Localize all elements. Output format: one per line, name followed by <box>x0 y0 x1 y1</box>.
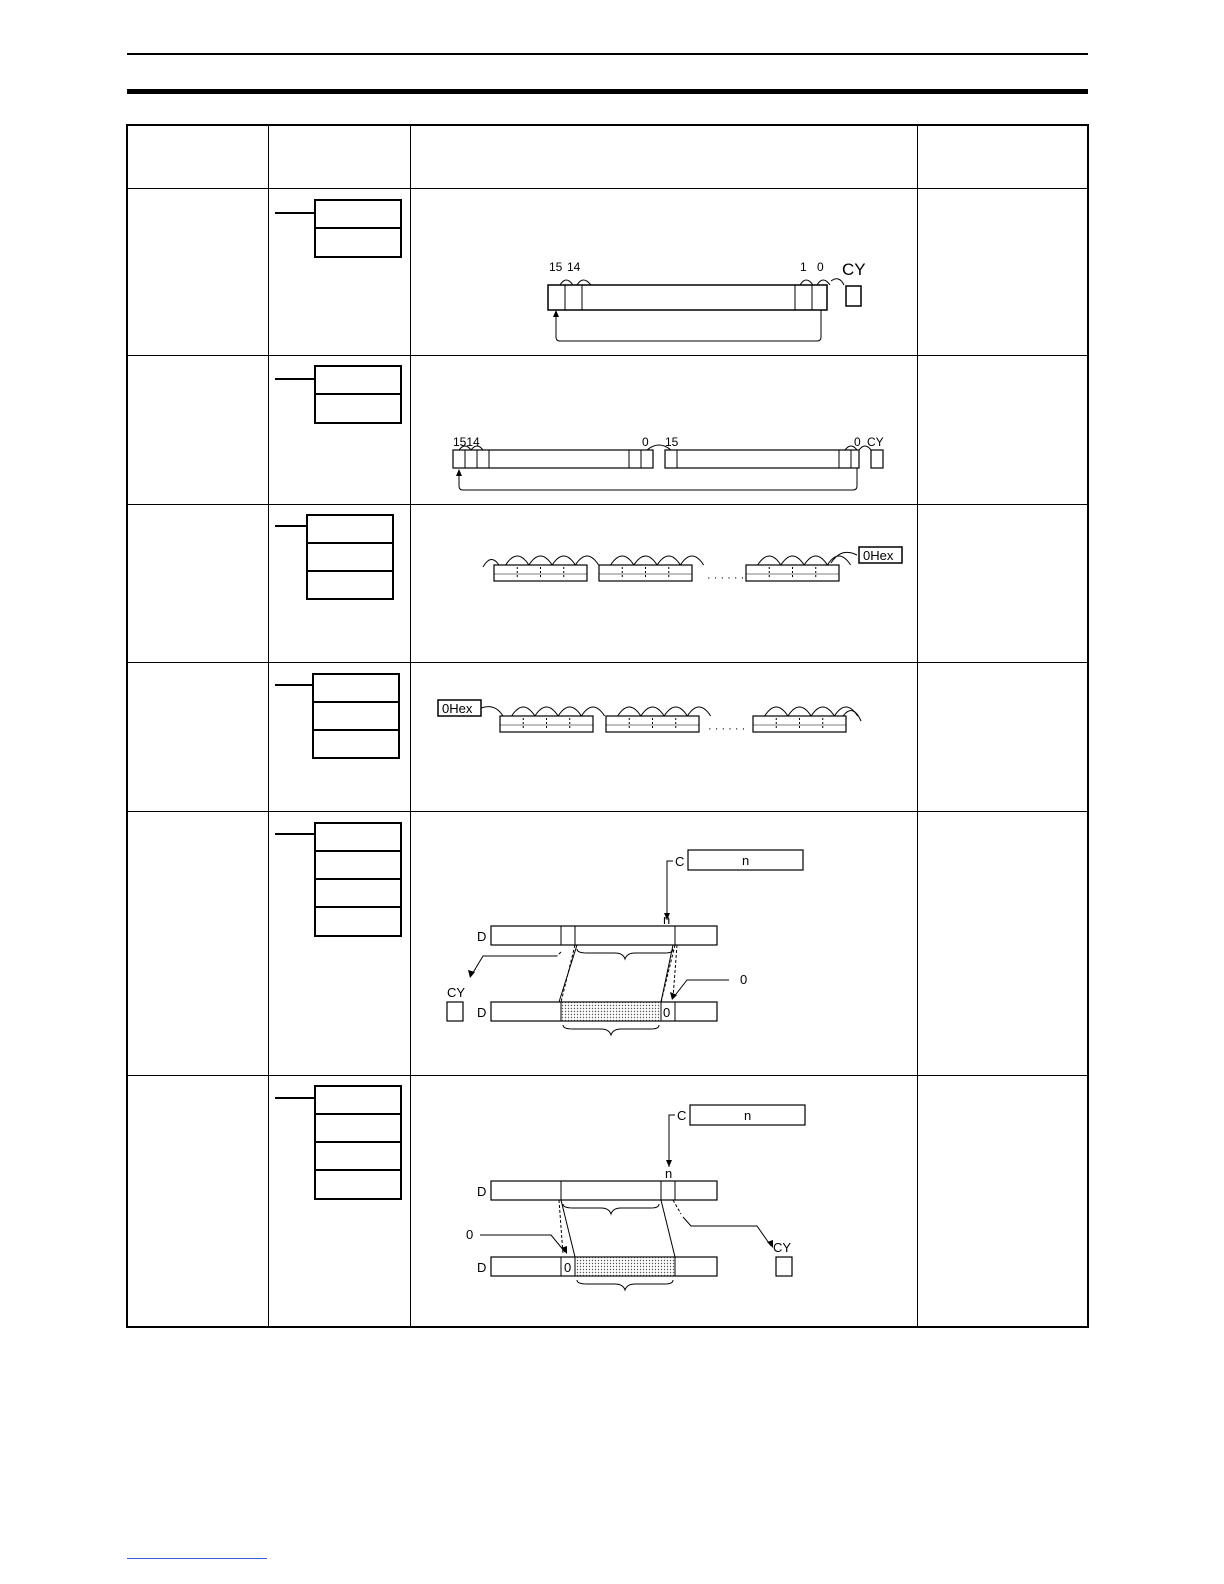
zero-hex-label: 0Hex <box>863 547 894 563</box>
control-label: C <box>675 853 685 869</box>
rotate-double-diagram <box>411 356 917 504</box>
bit-label-15: 15 <box>549 259 563 274</box>
ladder-symbol <box>269 663 411 811</box>
zero-hex-label: 0Hex <box>442 700 473 716</box>
zero-bit: 0 <box>663 1004 671 1020</box>
table-header-row <box>127 125 1088 188</box>
notes-cell <box>918 662 1088 811</box>
shift-n-left-diagram <box>411 812 917 1075</box>
header-cell-instruction <box>127 125 268 188</box>
carry-label: CY <box>773 1239 792 1255</box>
function-diagram-cell <box>411 188 918 355</box>
header-cell-symbol <box>268 125 410 188</box>
output-arc <box>483 559 499 567</box>
result-word-label: D <box>477 1004 487 1020</box>
table-row <box>127 504 1088 662</box>
instruction-name-cell <box>127 504 268 662</box>
shift-arc <box>634 556 657 565</box>
function-diagram-cell <box>411 1075 918 1327</box>
ladder-symbol <box>269 505 411 662</box>
carry-flag-box <box>871 450 883 468</box>
shift-arc <box>781 556 804 565</box>
notes-cell <box>918 355 1088 504</box>
table-row <box>127 811 1088 1075</box>
instruction-name-cell <box>127 662 268 811</box>
n-marker: n <box>665 1165 673 1181</box>
digit-shift-left-diagram <box>411 505 917 662</box>
shift-arc <box>581 707 604 716</box>
shift-arc <box>529 556 552 565</box>
ladder-symbol-cell <box>268 811 410 1075</box>
source-word-label: D <box>477 1183 487 1199</box>
ellipsis-dots: · · · · · · <box>708 722 746 735</box>
source-word <box>491 1181 717 1200</box>
instruction-name-cell <box>127 811 268 1075</box>
shift-arc <box>687 707 710 716</box>
shift-arc <box>558 707 581 716</box>
zero-bit: 0 <box>564 1259 572 1275</box>
source-word-label: D <box>477 928 487 944</box>
bit-label-14: 14 <box>567 259 581 274</box>
n-value: n <box>744 1107 752 1123</box>
table-row <box>127 662 1088 811</box>
table-row <box>127 355 1088 504</box>
function-diagram-cell <box>411 504 918 662</box>
notes-cell <box>918 811 1088 1075</box>
shift-arc <box>552 556 575 565</box>
shift-arc <box>680 556 703 565</box>
header-rule-thick <box>127 89 1088 94</box>
bit-label-15-low: 15 <box>665 434 679 449</box>
function-diagram-cell <box>411 355 918 504</box>
control-label: C <box>677 1107 687 1123</box>
carry-label: CY <box>842 259 866 279</box>
shift-arc <box>804 556 827 565</box>
table-row <box>127 1075 1088 1327</box>
instruction-table <box>126 124 1089 1328</box>
instruction-name-cell <box>127 188 268 355</box>
shift-arc <box>641 707 664 716</box>
rotate-right-diagram <box>411 189 917 355</box>
ladder-symbol <box>269 1076 411 1326</box>
bit-label-0-high: 0 <box>642 434 649 449</box>
bit-label-0: 0 <box>817 259 824 274</box>
shift-arc <box>788 707 811 716</box>
zero-input-label: 0 <box>466 1226 474 1242</box>
shift-arc <box>664 707 687 716</box>
shift-arc <box>765 707 788 716</box>
shift-n-right-diagram <box>411 1076 917 1326</box>
shift-arc <box>506 556 529 565</box>
ladder-symbol <box>269 189 411 355</box>
function-diagram-cell <box>411 662 918 811</box>
carry-flag-box <box>846 286 861 306</box>
carry-label: CY <box>867 434 884 449</box>
header-cell-location <box>918 125 1088 188</box>
ladder-symbol-cell <box>268 504 410 662</box>
carry-flag-box <box>447 1002 463 1021</box>
ladder-symbol-cell <box>268 355 410 504</box>
carry-flag-box <box>776 1257 792 1276</box>
table-row <box>127 188 1088 355</box>
ellipsis-dots: · · · · · · <box>707 571 745 584</box>
shift-arc <box>512 707 535 716</box>
result-word-label: D <box>477 1259 487 1275</box>
input-arc <box>481 706 503 715</box>
notes-cell <box>918 504 1088 662</box>
shift-arc <box>611 556 634 565</box>
carry-label: CY <box>447 984 466 1000</box>
footer-link-rule <box>127 1558 267 1559</box>
bit-label-1514: 1514 <box>453 434 480 449</box>
n-value: n <box>742 852 750 868</box>
shift-arc <box>811 707 834 716</box>
ladder-symbol <box>269 812 411 1075</box>
ladder-symbol-cell <box>268 662 410 811</box>
bit-label-0-low: 0 <box>854 434 861 449</box>
shift-arc <box>827 556 850 565</box>
shift-arc <box>575 556 598 565</box>
zero-input-label: 0 <box>740 971 748 987</box>
notes-cell <box>918 188 1088 355</box>
ladder-symbol <box>269 356 411 504</box>
n-marker: n <box>663 911 671 927</box>
ladder-symbol-cell <box>268 1075 410 1327</box>
shift-arc <box>758 556 781 565</box>
shift-arc <box>618 707 641 716</box>
function-diagram-cell <box>411 811 918 1075</box>
ladder-symbol-cell <box>268 188 410 355</box>
instruction-name-cell <box>127 1075 268 1327</box>
source-word <box>491 926 717 945</box>
shift-arc <box>535 707 558 716</box>
digit-shift-right-diagram <box>411 663 917 811</box>
bit-label-1: 1 <box>800 259 807 274</box>
notes-cell <box>918 1075 1088 1327</box>
shift-arc <box>657 556 680 565</box>
header-rule-thin <box>127 53 1088 55</box>
header-cell-function <box>411 125 918 188</box>
instruction-name-cell <box>127 355 268 504</box>
